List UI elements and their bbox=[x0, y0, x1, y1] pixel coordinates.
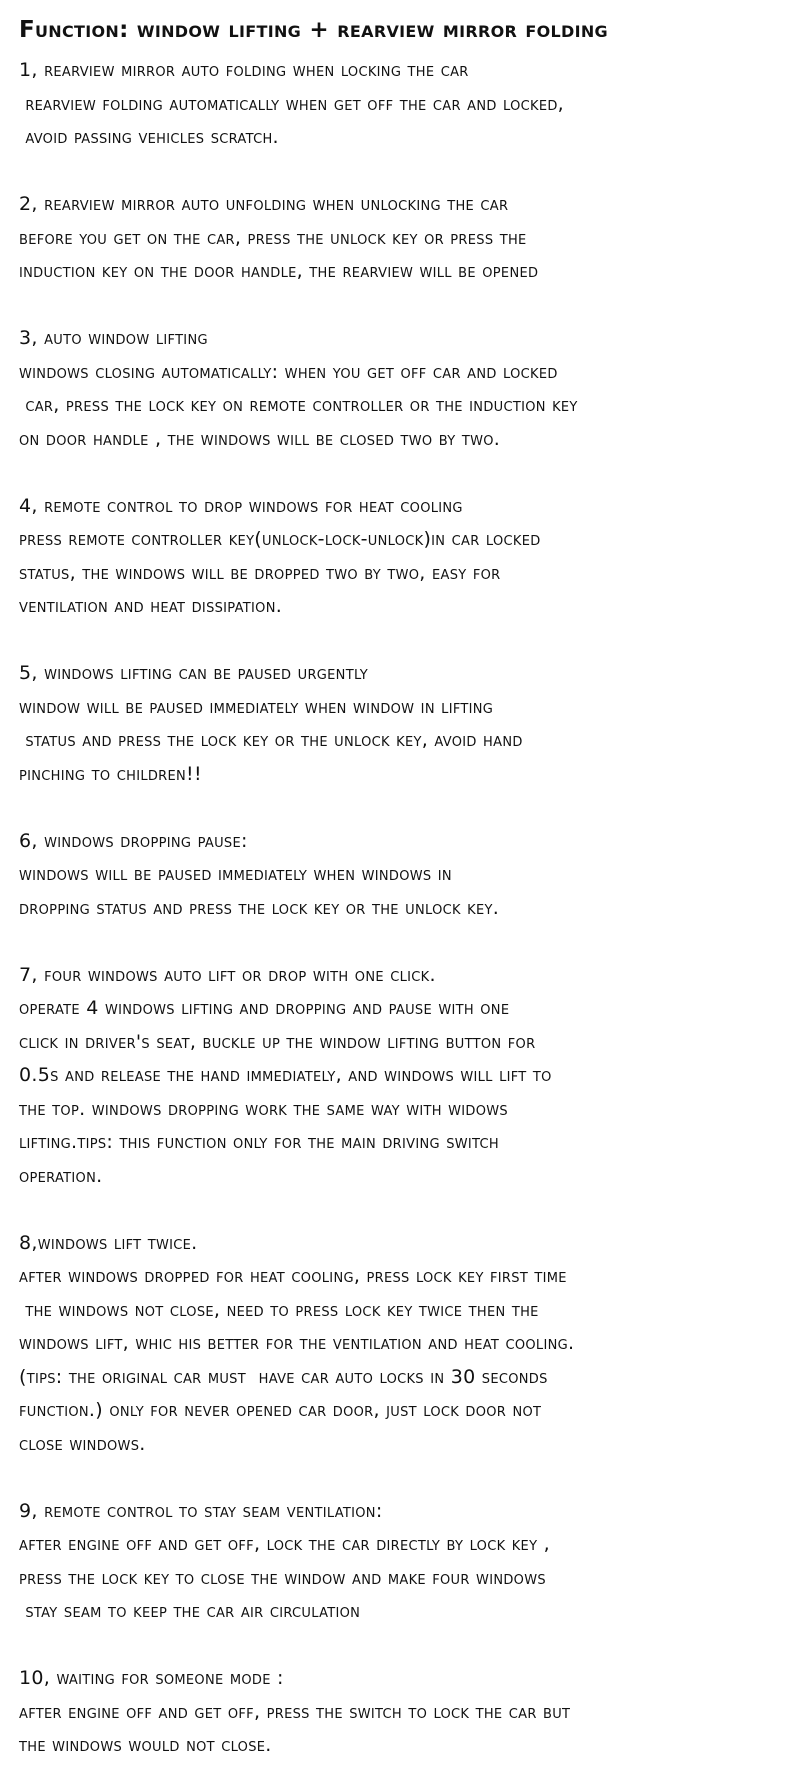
section-text-line: induction key on the door handle, the rearview will be opened bbox=[19, 260, 539, 282]
section-text-line: operate 4 windows lifting and dropping and pause with one bbox=[19, 997, 510, 1019]
function-section bbox=[19, 322, 774, 456]
section-text-line: dropping status and press the lock key or the unlock key. bbox=[19, 896, 500, 919]
section-heading: 6, windows dropping pause: bbox=[19, 829, 248, 852]
section-text-line: status, the windows will be dropped two by two, easy for bbox=[19, 561, 501, 584]
function-section bbox=[19, 1227, 774, 1462]
function-list bbox=[19, 54, 774, 1763]
section-text-line: close windows. bbox=[19, 1432, 146, 1455]
section-text-line: function.) only for never opened car door, just lock door not bbox=[19, 1399, 542, 1421]
section-text-line: windows closing automatically: when you get off car and locked bbox=[19, 360, 558, 383]
page-title: Function: window lifting + rearview mirror folding bbox=[19, 17, 608, 43]
section-text-line: the windows not close, need to press lock key twice then the bbox=[19, 1298, 539, 1321]
function-section bbox=[19, 657, 774, 791]
section-heading: 5, windows lifting can be paused urgently bbox=[19, 662, 369, 684]
section-text-line: after engine off and get off, lock the car directly by lock key , bbox=[19, 1533, 550, 1555]
section-text-line: avoid passing vehicles scratch. bbox=[19, 126, 279, 148]
section-heading: 10, waiting for someone mode : bbox=[19, 1667, 284, 1689]
section-text-line: operation. bbox=[19, 1164, 103, 1187]
function-section bbox=[19, 1662, 774, 1763]
function-section bbox=[19, 490, 774, 624]
section-text-line: press the lock key to close the window and make four windows bbox=[19, 1566, 546, 1589]
section-heading: 7, four windows auto lift or drop with one click. bbox=[19, 963, 436, 986]
section-text-line: windows lift, whic his better for the ventilation and heat cooling. bbox=[19, 1332, 575, 1354]
section-heading: 9, remote control to stay seam ventilation: bbox=[19, 1499, 383, 1522]
function-section bbox=[19, 825, 774, 926]
section-text-line: window will be paused immediately when window in lifting bbox=[19, 695, 494, 718]
section-text-line: windows will be paused immediately when windows in bbox=[19, 863, 452, 885]
section-text-line: status and press the lock key or the unlock key, avoid hand bbox=[19, 729, 523, 751]
section-text-line: stay seam to keep the car air circulation bbox=[19, 1600, 361, 1622]
section-text-line: car, press the lock key on remote controller or the induction key bbox=[19, 394, 578, 416]
section-text-line: lifting.tips: this function only for the main driving switch bbox=[19, 1131, 499, 1153]
function-section bbox=[19, 188, 774, 289]
section-heading: 1, rearview mirror auto folding when locking the car bbox=[19, 59, 469, 81]
function-section bbox=[19, 54, 774, 155]
section-text-line: ventilation and heat dissipation. bbox=[19, 595, 283, 617]
section-text-line: press remote controller key(unlock-lock-unlock)in car locked bbox=[19, 528, 541, 550]
function-section bbox=[19, 1495, 774, 1629]
section-text-line: after engine off and get off, press the switch to lock the car but bbox=[19, 1700, 571, 1723]
section-heading: 3, auto window lifting bbox=[19, 327, 208, 349]
section-text-line: rearview folding automatically when get off the car and locked, bbox=[19, 92, 564, 115]
section-text-line: on door handle , the windows will be closed two by two. bbox=[19, 427, 501, 450]
section-heading: 4, remote control to drop windows for heat cooling bbox=[19, 494, 463, 517]
section-heading: 8,windows lift twice. bbox=[19, 1231, 198, 1254]
section-text-line: 0.5s and release the hand immediately, and windows will lift to bbox=[19, 1064, 552, 1086]
section-text-line: after windows dropped for heat cooling, press lock key first time bbox=[19, 1265, 567, 1287]
section-heading: 2, rearview mirror auto unfolding when unlocking the car bbox=[19, 193, 509, 215]
section-text-line: the windows would not close. bbox=[19, 1734, 272, 1756]
section-text-line: pinching to children!! bbox=[19, 762, 202, 785]
section-text-line: the top. windows dropping work the same way with widows bbox=[19, 1097, 508, 1120]
section-text-line: (tips: the original car must have car auto locks in 30 seconds bbox=[19, 1365, 548, 1388]
section-text-line: click in driver's seat, buckle up the window lifting button for bbox=[19, 1030, 536, 1053]
function-section bbox=[19, 959, 774, 1194]
section-text-line: before you get on the car, press the unlock key or press the bbox=[19, 226, 527, 249]
